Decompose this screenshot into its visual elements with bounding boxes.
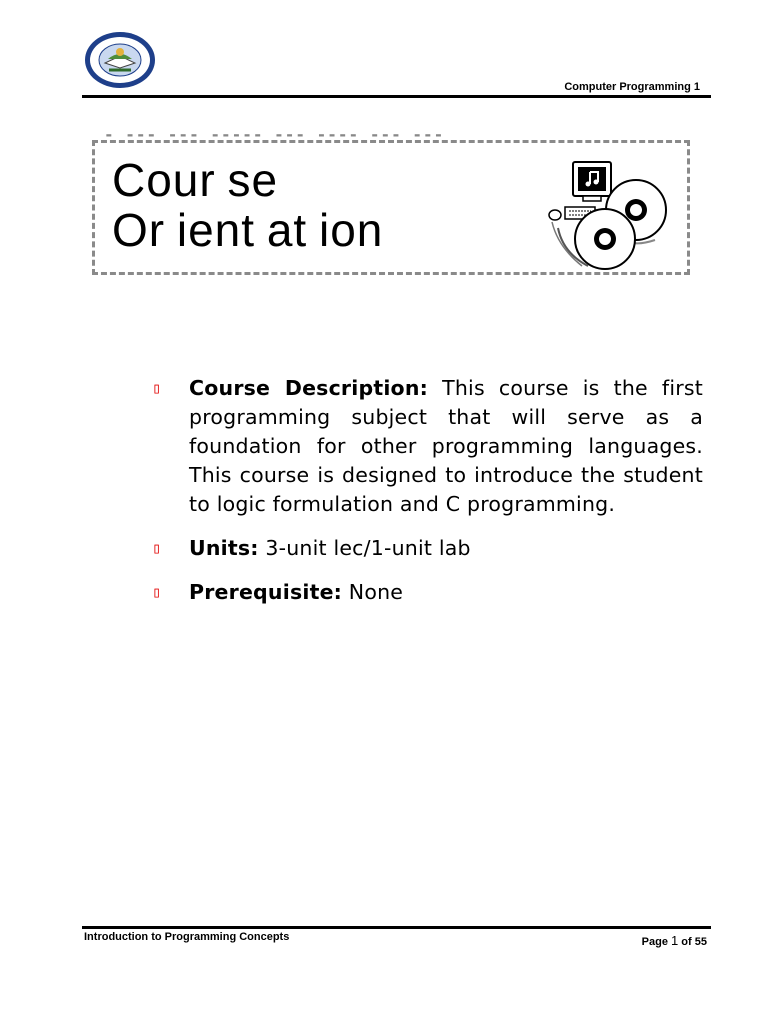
footer-divider — [82, 926, 711, 929]
page-title-line1: Cour se — [112, 154, 279, 206]
item-label: Course Description: — [189, 376, 429, 400]
list-item-prerequisite — [152, 578, 703, 607]
page-number: 1 — [671, 933, 679, 948]
school-seal-icon — [83, 30, 157, 90]
list-item-units — [152, 534, 703, 563]
item-label: Prerequisite: — [189, 580, 343, 604]
item-label: Units: — [189, 536, 259, 560]
bullet-icon: ▯ — [152, 539, 162, 557]
page-indicator — [642, 933, 707, 948]
page-title-line2: Or ient at ion — [112, 204, 384, 256]
course-info-list — [152, 374, 703, 622]
title-ghost-text: - --- --- ----- --- ---- --- --- — [104, 125, 445, 139]
page-prefix: Page — [641, 936, 668, 948]
footer-course-title: Introduction to Programming Concepts — [84, 931, 290, 943]
item-text: None — [348, 580, 404, 604]
page-total: 55 — [694, 936, 707, 948]
item-text: This course is the first programming subject that will serve as a foundation for other programming languages. This course is designed to introduce the student to logic formulation and C programming. — [189, 376, 703, 516]
item-text: 3-unit lec/1-unit lab — [265, 536, 471, 560]
bullet-icon: ▯ — [152, 379, 162, 397]
page-title — [112, 155, 383, 255]
computer-music-cd-clipart — [540, 158, 675, 273]
list-item-course-description — [152, 374, 703, 519]
bullet-icon: ▯ — [152, 583, 162, 601]
header-title: Computer Programming 1 — [564, 81, 700, 93]
header-divider — [82, 95, 711, 98]
page-of: of — [681, 936, 692, 948]
